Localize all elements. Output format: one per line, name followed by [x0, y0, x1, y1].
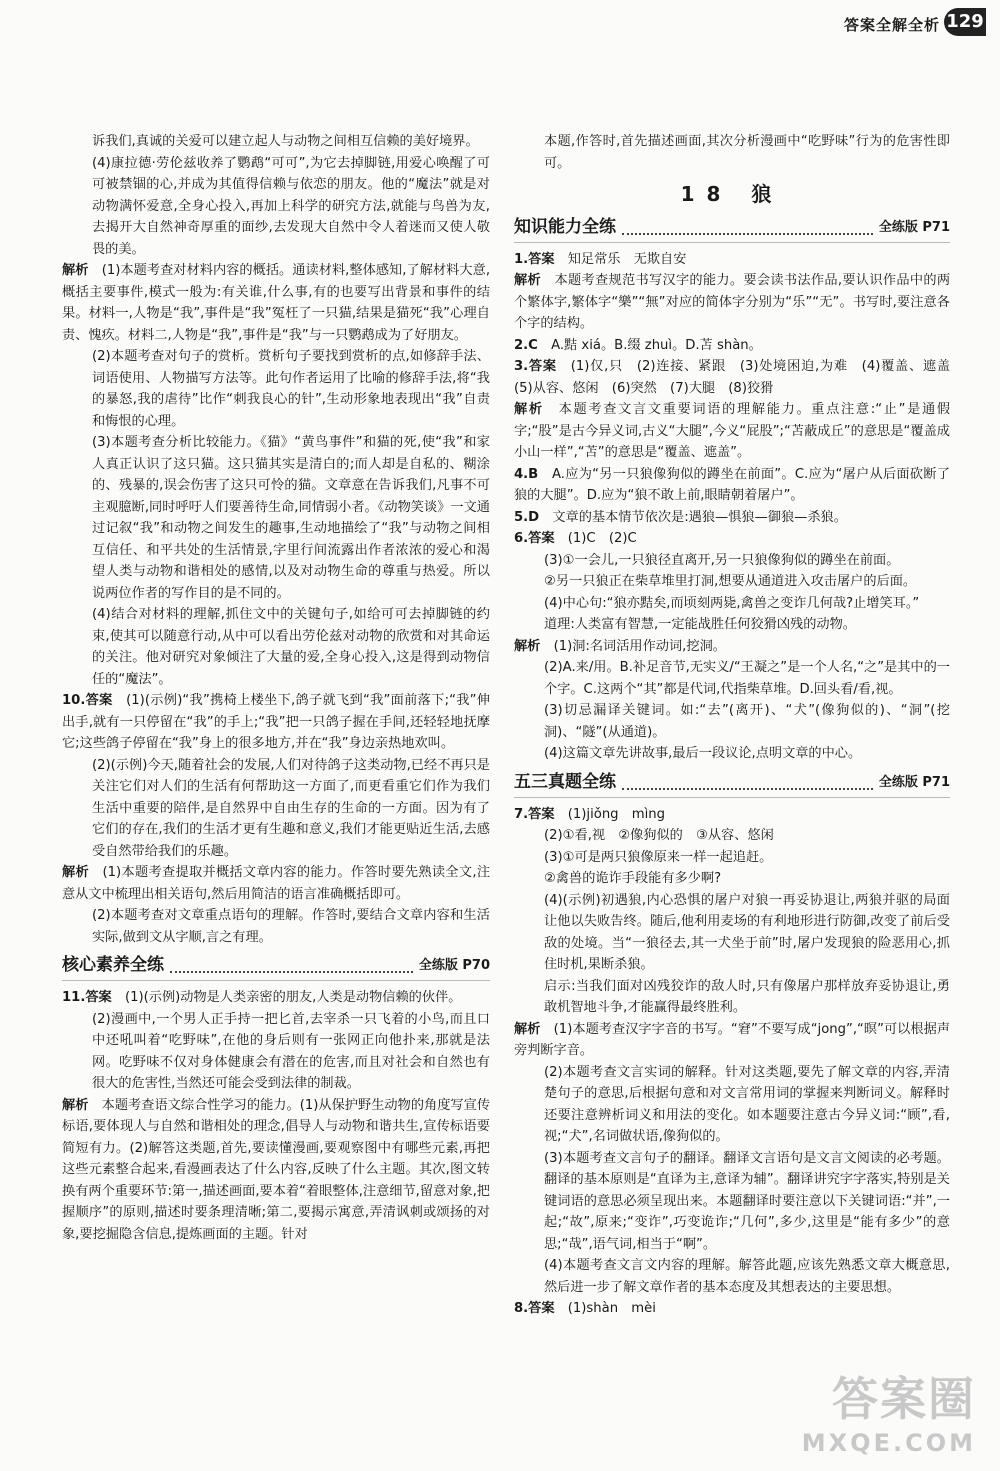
answer-text: (3)本题考查分析比较能力。《猫》“黄鸟事件”和猫的死,使“我”和家人真正认识了这只猫。这只猫其实是清白的;而人却是自私的、糊涂的、残暴的,误会伤害了这只可怜的猫。文章意在告诉我们,凡事不可主观臆断,同时呼吁人们要善待生命,同情弱小者。《动物笑谈》一文通过记叙“我”和动物之间发生的趣事,生动地描绘了“我”与动物之间相互信任、和平共处的生活情景,字里行间流露出作者浓浓的爱心和渴望人类与动物和谐相处的感情,以及对动物生命的尊重与热爱。所以说两位作者的写作目的是不同的。	[92, 435, 490, 601]
answer-text: (3)切忌漏译关键词。如:“去”(离开)、“犬”(像狗似的)、“洞”(挖洞)、“隧”(从通道)。	[544, 703, 950, 740]
answer-item	[514, 464, 950, 507]
answer-item	[62, 1095, 490, 1246]
answer-paragraph	[62, 604, 490, 690]
answer-text: (1)仅,只 (2)连接、紧跟 (3)处境困迫,为难 (4)覆盖、遮盖 (5)从容、悠闲 (6)突然 (7)大腿 (8)狡猾	[514, 359, 964, 396]
answer-text: ②另一只狼正在柴草堆里打洞,想要从通道进入攻击屠户的后面。	[544, 574, 917, 589]
answer-text: (1)本题考查提取并概括文章内容的能力。作答时要先熟读全文,注意从文中梳理出相关语句,然后用简洁的语言准确概括即可。	[62, 865, 491, 902]
section-title: 五三真题全练	[514, 771, 616, 792]
right-blocks-2	[514, 804, 950, 1320]
answer-text: (4)本题考查文言文内容的理解。解答此题,应该先熟悉文章大概意思,然后进一步了解文章作者的基本态度及其想表达的主要思想。	[544, 1258, 950, 1295]
answer-text: (1)shàn mèi	[567, 1301, 656, 1316]
answer-text: A.应为“另一只狼像狗似的蹲坐在前面”。C.应为“屠户从后面砍断了狼的大腿”。D.应为“狼不敢上前,眼睛朝着屠户”。	[514, 466, 951, 503]
dotted-leader	[622, 221, 873, 235]
answer-text: 本题考查文言文重要词语的理解能力。重点注意:“止”是通假字;“股”是古今异义词,古义“大腿”,今义“屁股”;“苫蔽成丘”的意思是“覆盖成小山一样”,“苫”的意思是“覆盖、遮盖”。	[514, 402, 951, 460]
answer-text: (4)这篇文章先讲故事,最后一段议论,点明文章的中心。	[544, 746, 862, 761]
answer-item	[62, 987, 490, 1009]
answer-text: (2)本题考查对句子的赏析。赏析句子要找到赏析的点,如修辞手法、词语使用、人物描写方法等。此句作者运用了比喻的修辞手法,将“我的暴怒,我的虐待”比作“刺我良心的针”,生动形象地表现出“我”自责和悔恨的心理。	[92, 349, 490, 429]
answer-text: (3)①一会儿,一只狼径直离开,另一只狼像狗似的蹲坐在前面。	[544, 552, 900, 568]
right-column	[514, 131, 964, 1320]
answer-paragraph	[514, 825, 950, 847]
answer-item	[514, 804, 950, 826]
section-header-knowledge	[514, 214, 950, 243]
answer-text: (4)中心句:“狼亦黠矣,而顷刻两毙,禽兽之变诈几何哉?止增笑耳。”	[544, 595, 920, 611]
answer-text: 本题考查语文综合性学习的能力。(1)从保护野生动物的角度写宣传标语,要体现人与自然和谐相处的理念,倡导人与动物和谐共生,宣传标语要简短有力。(2)解答这类题,首先,要读懂漫画,要观察图中有哪些元素,再把这些元素整合起来,看漫画表达了什么内容,反映了什么主题。其次,图文转换有两个重要环节:第一,描述画面,要本着“着眼整体,注意细节,留意对象,把握顺序”的原则,描述时要条理清晰;第二,要揭示寓意,弄清讽刺或颂扬的对象,要挖掘隐含信息,提炼画面的主题。针对	[62, 1097, 491, 1242]
answer-item	[514, 399, 950, 464]
dotted-leader	[170, 959, 413, 973]
page-number: 129	[944, 8, 986, 36]
right-blocks-1	[514, 249, 964, 765]
answer-text: (4)(示例)初遇狼,内心恐惧的屠户对狼一再妥协退让,两狼并驱的局面让他以失败告终。随后,他利用麦场的有利地形进行防御,改变了前后受敌的处境。当“一狼径去,其一犬坐于前”时,屠户发现狼的险恶用心,抓住时机,果断杀狼。	[544, 892, 950, 972]
left-blocks	[62, 131, 490, 948]
answer-label: 1.答案	[514, 251, 555, 267]
answer-item	[62, 862, 490, 905]
answer-text: 启示:当我们面对凶残狡诈的敌人时,只有像屠户那样放弃妥协退让,勇敢机智地斗争,才能赢得最终胜利。	[544, 978, 950, 1015]
lesson-title: 18 狼	[680, 182, 784, 206]
answer-label: 11.答案	[62, 990, 112, 1005]
answer-text: 知足常乐 无欺自安	[567, 251, 687, 267]
header-title: 答案全解全析	[843, 16, 940, 34]
answer-paragraph	[514, 593, 950, 615]
answer-text: (1)本题考查汉字字音的书写。“窘”不要写成“jong”,“暝”可以根据声旁判断字音。	[514, 1021, 951, 1058]
answer-text: (2)本题考查对文章重点语句的理解。作答时,要结合文章内容和生活实际,做到文从字顺,言之有理。	[92, 908, 490, 945]
answer-text: 诉我们,真诚的关爱可以建立起人与动物之间相互信赖的美好境界。	[92, 134, 479, 149]
answer-label: 5.D	[514, 509, 540, 525]
answer-paragraph	[514, 700, 950, 743]
answer-paragraph	[62, 432, 490, 604]
answer-item	[514, 1298, 950, 1320]
section-ref: 全练版 P70	[418, 958, 490, 974]
answer-paragraph	[514, 868, 950, 890]
answer-label: 解析	[62, 865, 89, 880]
answer-item	[514, 270, 950, 335]
answer-text: (4)康拉德·劳伦兹收养了鹦鹉“可可”,为它去掉脚链,用爱心唤醒了可可被禁锢的心,并成为其值得信赖与依恋的朋友。他的“魔法”就是对动物满怀爱意,全身心投入,再加上科学的研究方法,就能与鸟兽为友,去揭开大自然神奇厚重的面纱,去发现大自然中令人着迷而又使人敬畏的美。	[92, 155, 490, 257]
answer-item	[514, 356, 964, 399]
answer-item	[514, 335, 950, 357]
answer-text: (1)洞:名词活用作动词,挖洞。	[553, 638, 726, 654]
answer-label: 7.答案	[514, 806, 555, 822]
answer-text: (1)(示例)“我”携椅上楼坐下,鸽子就飞到“我”面前落下;“我”伸出手,就有一只停留在“我”的手上;“我”把一只鸽子握在手间,还轻轻地抚摩它;这些鸽子停留在“我”身上的很多地方,并在“我”身边亲热地欢叫。	[62, 693, 490, 751]
left-column	[62, 131, 490, 1245]
answer-label: 解析	[514, 402, 544, 417]
answer-item	[514, 1019, 950, 1062]
answer-paragraph	[514, 571, 950, 593]
answer-paragraph	[62, 755, 490, 863]
answer-label: 解析	[514, 1021, 541, 1037]
answer-label: 解析	[514, 273, 541, 288]
section-header-core	[62, 952, 490, 981]
answer-text: 文章的基本情节依次是:遇狼—惧狼—御狼—杀狼。	[552, 509, 847, 525]
section-ref: 全练版 P71	[878, 774, 950, 790]
watermark-logo	[802, 1363, 976, 1457]
answer-paragraph	[514, 550, 950, 572]
answer-text: (1)C (2)C	[567, 531, 637, 546]
answer-text: ②禽兽的诡诈手段能有多少啊?	[544, 871, 722, 886]
answer-text: (2)漫画中,一个男人正手持一把匕首,去宰杀一只飞着的小鸟,而且口中还吼叫着“吃野味”,在他的身后则有一张网正向他扑来,那就是法网。吃野味不仅对身体健康会有潜在的危害,而且对社会和自然也有很大的危害性,当然还可能会受到法律的制裁。	[92, 1011, 490, 1091]
answer-label: 3.答案	[514, 359, 557, 374]
answer-paragraph	[62, 153, 490, 261]
answer-paragraph	[62, 346, 490, 432]
answer-paragraph	[514, 1062, 950, 1148]
watermark-url: MXQE.COM	[801, 1429, 976, 1457]
answer-label: 6.答案	[514, 531, 555, 546]
answer-item	[62, 260, 490, 346]
intro-paragraph: 本题,作答时,首先描述画面,其次分析漫画中“吃野味”行为的危害性即可。	[544, 134, 950, 171]
answer-text: (2)①看,视 ②像狗似的 ③从容、悠闲	[544, 828, 774, 843]
answer-label: 解析	[62, 263, 89, 278]
answer-text: (2)A.来/用。B.补足音节,无实义/“王凝之”是一个人名,“之”是其中的一个字。C.这两个“其”都是代词,代指柴草堆。D.回头看/看,视。	[544, 660, 950, 697]
answer-text: (1)jiǒng mìng	[567, 806, 665, 822]
answer-paragraph	[514, 890, 950, 976]
answer-label: 10.答案	[62, 693, 113, 708]
answer-text: (2)本题考查文言实词的解释。针对这类题,要先了解文章的内容,弄清楚句子的意思,后根据句意和对文言常用词的掌握来判断词义。解释时还要注意辨析词义和用法的变化。如本题要注意古今异义词:“顾”,看,视;“犬”,名词做状语,像狗似的。	[544, 1064, 950, 1144]
answer-paragraph	[514, 976, 950, 1019]
answer-paragraph	[62, 905, 490, 948]
answer-paragraph	[62, 131, 490, 153]
answer-text: (4)结合对材料的理解,抓住文中的关键句子,如给可可去掉脚链的约束,使其可以随意行动,从中可以看出劳伦兹对动物的欣赏和对其命运的关注。他对研究对象倾注了大量的爱,全身心投入,这是得到动物信任的“魔法”。	[92, 607, 490, 687]
answer-text: (3)①可是两只狼像原来一样一起追赶。	[544, 849, 773, 865]
watermark-text: 答案圈	[832, 1372, 976, 1426]
section-title: 核心素养全练	[62, 955, 164, 976]
left-blocks-2	[62, 987, 490, 1245]
answer-item	[514, 249, 950, 271]
answer-paragraph	[514, 1148, 950, 1256]
dotted-leader	[622, 776, 873, 790]
section-header-exam	[514, 769, 950, 798]
answer-item	[62, 690, 490, 755]
answer-paragraph	[514, 657, 950, 700]
answer-text: 本题考查规范书写汉字的能力。要会读书法作品,要认识作品中的两个繁体字,繁体字“樂”“無”对应的简体字分别为“乐”“无”。书写时,要注意各个字的结构。	[514, 273, 951, 331]
answer-label: 4.B	[514, 466, 539, 482]
section-ref: 全练版 P71	[878, 219, 950, 235]
answer-text: A.黠 xiá。B.缀 zhuì。D.苫 shàn。	[551, 337, 762, 353]
answer-text: (1)本题考查对材料内容的概括。通读材料,整体感知,了解材料大意,概括主要事件,模式一般为:有关谁,什么事,有的也要写出背景和事件的结果。材料一,人物是“我”,事件是“我”冤枉了一只猫,结果是猫死“我”心理自责、愧疚。材料二,人物是“我”,事件是“我”与一只鹦鹉成为了好朋友。	[62, 263, 491, 343]
answer-label: 解析	[514, 638, 541, 654]
answer-label: 2.C	[514, 337, 538, 353]
answer-label: 解析	[62, 1097, 89, 1113]
answer-text: (2)(示例)今天,随着社会的发展,人们对待鸽子这类动物,已经不再只是关注它们对人们的生活有何帮助这一方面了,而更看重它们作为我们生活中重要的陪伴,是自然界中自由生存的生命的一方面。因为有了它们的存在,我们的生活才更有生趣和意义,我们才能更贴近生活,去感受自然带给我们的乐趣。	[92, 757, 490, 859]
answer-text: 道理:人类富有智慧,一定能战胜任何狡猾凶残的动物。	[544, 617, 856, 632]
answer-text: (3)本题考查文言句子的翻译。翻译文言语句是文言文阅读的必考题。翻译的基本原则是“直译为主,意译为辅”。翻译讲究字字落实,特别是关键词语的意思必须呈现出来。本题翻译时要注意以下关键词语:“并”,一起;“故”,原来;“变诈”,巧变诡诈;“几何”,多少,这里是“能有多少”的意思;“哉”,语气词,相当于“啊”。	[544, 1150, 950, 1252]
answer-paragraph	[514, 743, 950, 765]
answer-paragraph	[62, 1009, 490, 1095]
answer-paragraph	[514, 847, 950, 869]
answer-item	[514, 507, 950, 529]
section-title: 知识能力全练	[514, 216, 616, 237]
answer-item	[514, 636, 950, 658]
answer-text: (1)(示例)动物是人类亲密的朋友,人类是动物信赖的伙伴。	[124, 990, 462, 1005]
answer-paragraph	[514, 1255, 950, 1298]
answer-label: 8.答案	[514, 1301, 555, 1316]
answer-item	[514, 528, 950, 550]
page-header	[0, 0, 1000, 40]
answer-paragraph	[514, 614, 950, 636]
